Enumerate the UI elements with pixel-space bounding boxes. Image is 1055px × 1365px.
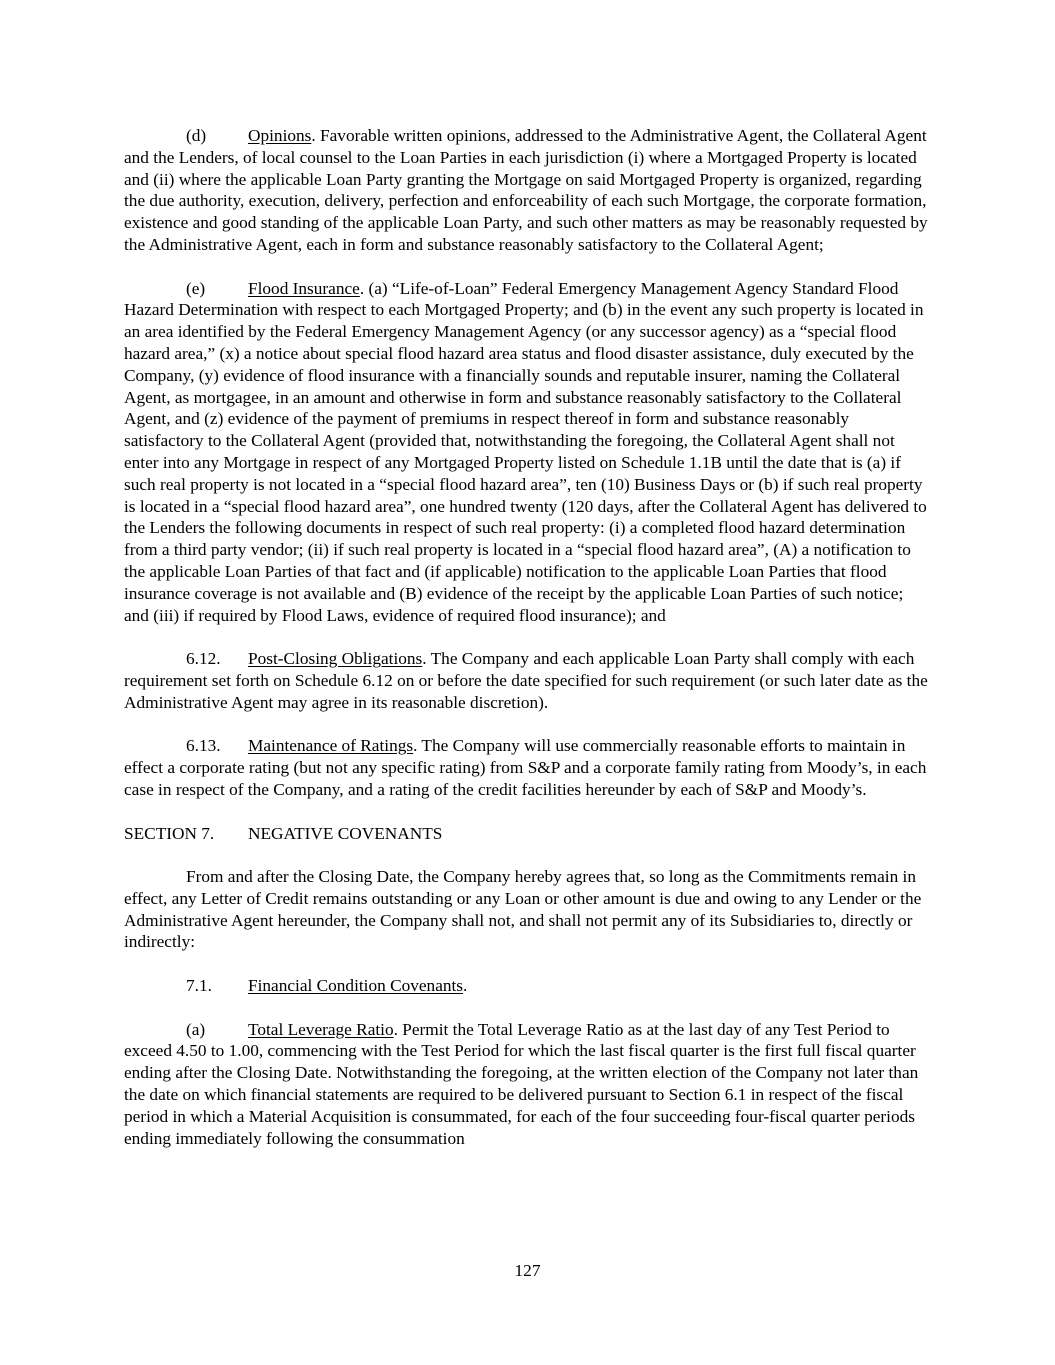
section-7-heading — [124, 823, 932, 845]
paragraph-number: (d) — [186, 126, 207, 145]
heading-punctuation: . — [359, 278, 365, 298]
paragraph-body: The Company and each applicable Loan Party shall comply with each requirement set forth on Schedule 6.12 on or before the date specified for such requirement (or such later date as the Administrative Agent may agree in its reasonable discretion). — [124, 649, 928, 712]
heading-punctuation: . — [413, 736, 418, 756]
heading-punctuation: . — [393, 1019, 398, 1039]
paragraph-body: Permit the Total Leverage Ratio as at the last day of any Test Period to exceed 4.50 to 1.00, commencing with the Test Period for which the last fiscal quarter is the first full fiscal quarter ending after the Closing Date. Notwithstanding the foregoing, at the written election of the Company not later than the date on which financial statements are required to be delivered pursuant to Section 6.1 in respect of the fiscal period in which a Material Acquisition is consummated, for each of the four succeeding four-fiscal quarter periods ending immediately following the consummation — [124, 1019, 919, 1148]
paragraph-number: (e) — [186, 278, 206, 298]
heading-punctuation: . — [422, 649, 427, 669]
heading-punctuation: . — [311, 126, 316, 145]
paragraph-6-12-post-closing — [124, 648, 932, 713]
paragraph-body: (a) “Life-of-Loan” Federal Emergency Management Agency Standard Flood Hazard Determination with respect to each Mortgaged Property; and (b) in the event any such property is located in an area identified by the Federal Emergency Management Agency (or any successor agency) as a “special flood hazard area,” (x) a notice about special flood hazard area status and flood disaster assistance, duly executed by the Company, (y) evidence of flood insurance with a financially sounds and reputable insurer, naming the Collateral Agent, as mortgagee, in an amount and otherwise in form and substance reasonably satisfactory to the Collateral Agent, and (z) evidence of the payment of premiums in respect thereof in form and substance reasonably satisfactory to the Collateral Agent (provided that, notwithstanding the foregoing, the Collateral Agent shall not enter into any Mortgage in respect of any Mortgaged Property listed on Schedule 1.1B until the date that is (a) if such real property is not located in a “special flood hazard area”, ten (10) Business Days or (b) if such real property is located in a “special flood hazard area”, one hundred twenty (120 days, after the Collateral Agent has delivered to the Lenders the following documents in respect of such real property: (i) a completed flood hazard determination from a third party vendor; (ii) if such real property is located in a “special flood hazard area”, (A) a notification to the applicable Loan Parties of that fact and (if applicable) notification to the applicable Loan Parties that flood insurance coverage is not available and (B) evidence of the receipt by the applicable Loan Parties of such notice; and (iii) if required by Flood Laws, evidence of required flood insurance); and — [124, 278, 927, 625]
paragraph-6-13-ratings — [124, 735, 932, 800]
paragraph-number: 6.13. — [186, 736, 221, 756]
paragraph-heading: Maintenance of Ratings — [248, 736, 414, 756]
paragraph-7-1-financial-covenants — [124, 975, 932, 997]
section-title: NEGATIVE COVENANTS — [248, 823, 443, 843]
paragraph-heading: Flood Insurance — [248, 278, 360, 298]
paragraph-body: The Company will use commercially reasonable efforts to maintain in effect a corporate rating (but not any specific rating) from S&P and a corporate family rating from Moody’s, in each case in respect of the Company, and a rating of the credit facilities hereunder by each of S&P and Moody’s. — [124, 736, 927, 799]
paragraph-heading: Financial Condition Covenants — [248, 976, 464, 996]
paragraph-heading: Total Leverage Ratio — [248, 1019, 394, 1039]
paragraph-body: Favorable written opinions, addressed to the Administrative Agent, the Collateral Agent and the Lenders, of local counsel to the Loan Parties in each jurisdiction (i) where a Mortgaged Property is located and (ii) where the applicable Loan Party granting the Mortgage on said Mortgaged Property is organized, regarding the due authority, execution, delivery, perfection and enforceability of each such Mortgage, the corporate formation, existence and good standing of the applicable Loan Party, and such other matters as may be reasonably requested by the Administrative Agent, each in form and substance reasonably satisfactory to the Collateral Agent; — [124, 126, 928, 254]
paragraph-number: 6.12. — [186, 649, 221, 669]
paragraph-7-1-a-leverage-ratio — [124, 1019, 932, 1150]
section-7-intro: From and after the Closing Date, the Company hereby agrees that, so long as the Commitments remain in effect, any Letter of Credit remains outstanding or any Loan or other amount is due and owing to any Lender or the Administrative Agent hereunder, the Company shall not, and shall not permit any of its Subsidiaries to, directly or indirectly: — [124, 867, 922, 952]
paragraph-number: (a) — [186, 1019, 206, 1039]
paragraph-e-flood-insurance — [124, 278, 932, 627]
paragraph-heading: Opinions — [248, 126, 312, 145]
section-number: SECTION 7. — [124, 823, 215, 843]
paragraph-heading: Post-Closing Obligations — [248, 649, 423, 669]
heading-punctuation: . — [463, 976, 468, 996]
paragraph-d-opinions — [124, 125, 932, 256]
document-page — [124, 125, 932, 1171]
page-number: 127 — [514, 1261, 541, 1280]
paragraph-number: 7.1. — [186, 976, 212, 996]
